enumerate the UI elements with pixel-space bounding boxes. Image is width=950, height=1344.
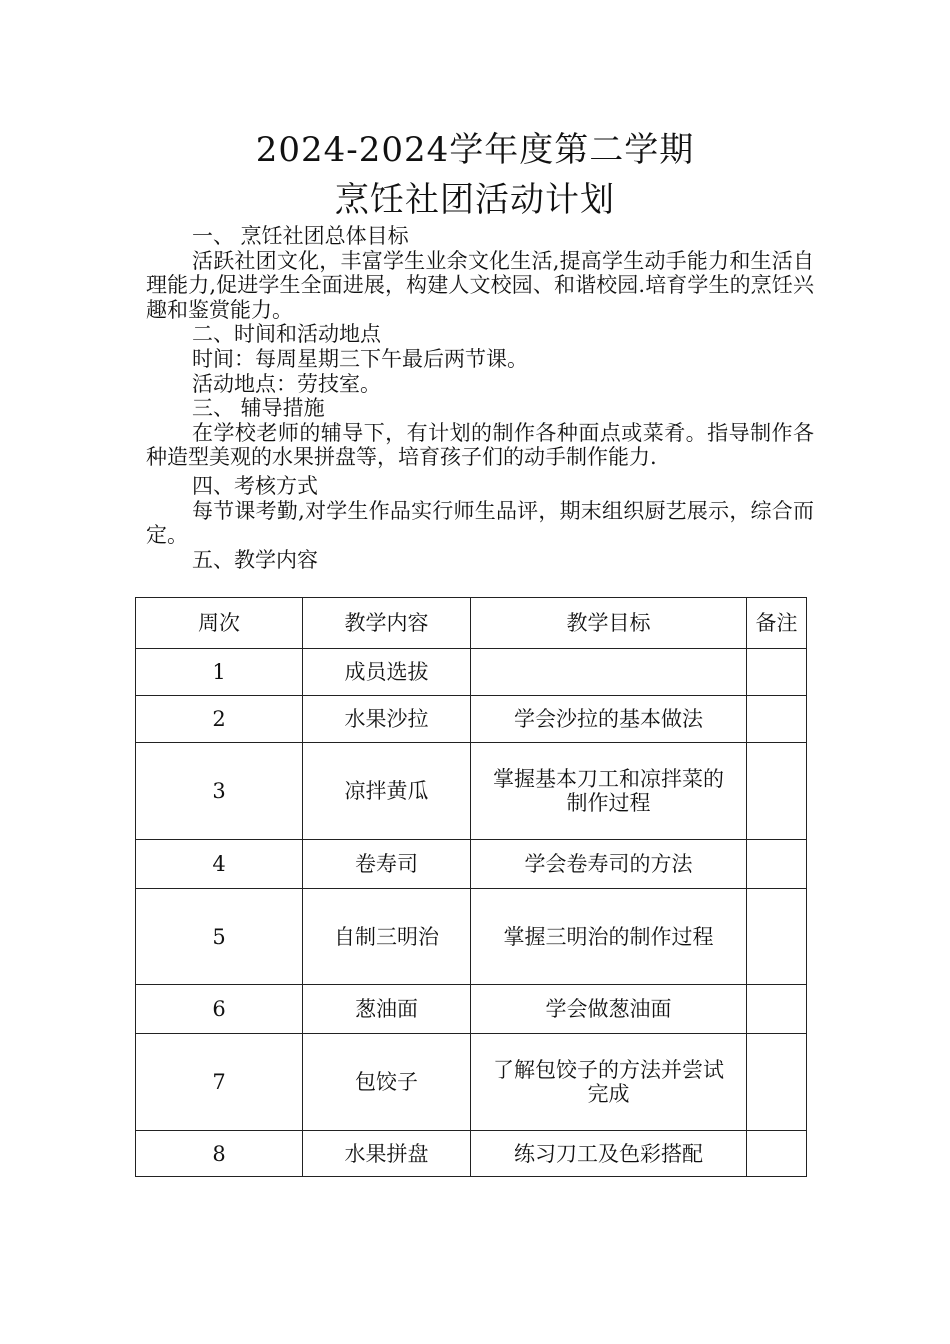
cell-goal (471, 649, 747, 696)
cell-goal: 掌握三明治的制作过程 (471, 889, 747, 985)
cell-content: 卷寿司 (303, 840, 471, 889)
header-note: 备注 (747, 598, 807, 649)
cell-content: 水果沙拉 (303, 696, 471, 743)
cell-note (747, 1034, 807, 1131)
section-heading-assessment: 四、考核方式 (192, 473, 318, 498)
section-heading-teaching: 五、教学内容 (192, 547, 318, 572)
document-subtitle: 烹饪社团活动计划 (335, 180, 615, 220)
cell-week: 7 (136, 1034, 303, 1131)
section-heading-time-place: 二、时间和活动地点 (192, 322, 381, 347)
cell-note (747, 696, 807, 743)
cell-note (747, 985, 807, 1034)
cell-note (747, 1131, 807, 1177)
place-text: 活动地点：劳技室。 (192, 371, 381, 396)
table-row (136, 1131, 807, 1177)
cell-content: 自制三明治 (303, 889, 471, 985)
cell-note (747, 840, 807, 889)
cell-goal: 练习刀工及色彩搭配 (471, 1131, 747, 1177)
section-body-measures: 在学校老师的辅导下，有计划的制作各种面点或菜肴。指导制作各种造型美观的水果拼盘等，培育孩子们的动手制作能力. (146, 420, 814, 470)
plan-body (146, 224, 814, 572)
cell-week: 5 (136, 889, 303, 985)
table-row (136, 696, 807, 743)
cell-content: 葱油面 (303, 985, 471, 1034)
section-body-assessment: 每节课考勤,对学生作品实行师生品评，期末组织厨艺展示，综合而定。 (146, 498, 814, 548)
cell-goal: 了解包饺子的方法并尝试完成 (471, 1034, 747, 1131)
cell-goal: 学会做葱油面 (471, 985, 747, 1034)
cell-content: 包饺子 (303, 1034, 471, 1131)
table-row (136, 889, 807, 985)
cell-content: 水果拼盘 (303, 1131, 471, 1177)
table-row (136, 985, 807, 1034)
table-row (136, 743, 807, 840)
header-content: 教学内容 (303, 598, 471, 649)
header-goal: 教学目标 (471, 598, 747, 649)
cell-content: 成员选拔 (303, 649, 471, 696)
section-heading-goals: 一、 烹饪社团总体目标 (192, 224, 409, 248)
cell-note (747, 889, 807, 985)
cell-week: 4 (136, 840, 303, 889)
document-title: 2024-2024学年度第二学期 (255, 130, 695, 170)
table-header-row (136, 598, 807, 649)
header-week: 周次 (136, 598, 303, 649)
cell-goal: 学会沙拉的基本做法 (471, 696, 747, 743)
teaching-content-table (135, 597, 807, 1177)
cell-goal: 学会卷寿司的方法 (471, 840, 747, 889)
cell-goal: 掌握基本刀工和凉拌菜的制作过程 (471, 743, 747, 840)
cell-week: 6 (136, 985, 303, 1034)
cell-week: 8 (136, 1131, 303, 1177)
table-row (136, 1034, 807, 1131)
section-heading-measures: 三、 辅导措施 (192, 396, 325, 421)
table-row (136, 840, 807, 889)
cell-week: 1 (136, 649, 303, 696)
table-row (136, 649, 807, 696)
cell-note (747, 743, 807, 840)
cell-week: 2 (136, 696, 303, 743)
time-text: 时间：每周星期三下午最后两节课。 (192, 346, 528, 371)
cell-content: 凉拌黄瓜 (303, 743, 471, 840)
cell-week: 3 (136, 743, 303, 840)
cell-note (747, 649, 807, 696)
section-body-goals: 活跃社团文化，丰富学生业余文化生活,提高学生动手能力和生活自理能力,促进学生全面进展，构建人文校园、和谐校园.培育学生的烹饪兴趣和鉴赏能力。 (146, 248, 814, 322)
